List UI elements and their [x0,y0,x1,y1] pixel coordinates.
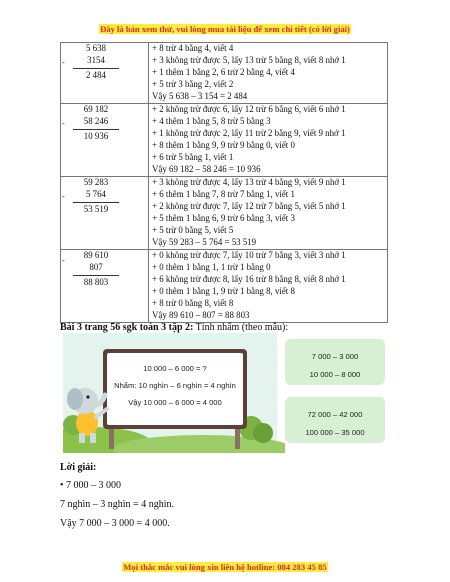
exercise-heading [60,322,288,333]
step-explanation [149,250,388,323]
step-line: + 3 không trừ được 5, lấy 13 trừ 5 bằng 8, viết 8 nhớ 1 [152,54,346,65]
column-calculation [61,104,149,177]
result: 53 519 [83,203,109,214]
table-row [61,104,388,177]
subtraction-table [60,42,388,323]
step-line: + 0 không trừ được 7, lấy 10 trừ 7 bằng 3, viết 3 nhớ 1 [152,250,346,260]
solution-line: 7 nghìn – 3 nghìn = 4 nghìn. [60,499,174,510]
preview-notice-banner [0,24,450,34]
step-line: + 0 thêm 1 bằng 1, 9 trừ 1 bằng 8, viết 8 [152,285,295,296]
step-explanation [149,43,388,104]
solution-line: Vậy 7 000 – 3 000 = 4 000. [60,518,170,529]
step-line: + 8 trừ 4 bằng 4, viết 4 [152,43,234,53]
minuend: 5 638 [86,43,106,53]
step-conclusion: Vậy 69 182 – 58 246 = 10 936 [152,163,261,174]
step-explanation [149,177,388,250]
step-line: + 3 không trừ được 4, lấy 13 trừ 4 bằng 9, viết 9 nhớ 1 [152,177,346,187]
step-line: + 1 thêm 1 bằng 2, 6 trừ 2 bằng 4, viết 4 [152,66,295,77]
step-line: + 6 không trừ được 8, lấy 16 trừ 8 bằng 8, viết 8 nhớ 1 [152,273,346,284]
bush [253,423,273,443]
result: 10 936 [83,130,109,141]
textbook-illustration [63,333,385,453]
minuend: 59 283 [83,177,109,187]
step-explanation [149,104,388,177]
task-item: 10 000 – 8 000 [309,370,361,379]
step-line: + 0 thêm 1 bằng 1, 1 trừ 1 bằng 0 [152,261,271,272]
exercise-instruction: Tính nhẩm (theo mẫu): [193,322,289,333]
step-conclusion: Vậy 59 283 – 5 764 = 53 519 [152,236,257,247]
result-line [73,202,119,203]
step-line: + 6 thêm 1 bằng 7, 8 trừ 7 bằng 1, viết 1 [152,188,295,199]
minus-sign: - [62,192,65,201]
task-item: 72 000 – 42 000 [307,410,363,419]
preview-notice-text: Đây là bản xem thử, vui lòng mua tài liệu để xem chi tiết (có lời giải) [100,24,350,34]
result-line [73,275,119,276]
step-line: + 5 trừ 3 bằng 2, viết 2 [152,78,234,89]
step-line: + 6 trừ 5 bằng 1, viết 1 [152,151,234,162]
step-line: + 5 thêm 1 bằng 6, 9 trừ 6 bằng 3, viết 3 [152,212,295,223]
subtrahend: 58 246 [83,115,109,126]
step-line: + 2 không trừ được 6, lấy 12 trừ 6 bằng 6, viết 6 nhớ 1 [152,104,346,114]
minus-sign: - [62,58,65,67]
table-row [61,43,388,104]
column-calculation [61,177,149,250]
board-mental-step: Nhẩm: 10 nghìn – 6 nghìn = 4 nghìn [114,381,236,390]
minus-sign: - [62,256,65,265]
task-item: 7 000 – 3 000 [311,352,359,361]
column-calculation [61,250,149,323]
result: 88 803 [83,276,109,287]
task-item: 100 000 – 35 000 [305,428,365,437]
step-line: + 4 thêm 1 bằng 5, 8 trừ 5 bằng 3 [152,115,271,126]
step-line: + 1 không trừ được 2, lấy 11 trừ 2 bằng 9, viết 9 nhớ 1 [152,127,346,138]
result-line [73,129,119,130]
step-conclusion: Vậy 89 610 – 807 = 88 803 [152,309,250,320]
table-row [61,250,388,323]
board-question: 10 000 – 6 000 = ? [143,364,207,373]
subtrahend: 807 [89,261,103,272]
subtrahend: 5 764 [86,188,106,199]
board-answer: Vậy 10 000 – 6 000 = 4 000 [128,398,222,407]
step-conclusion: Vậy 5 638 – 3 154 = 2 484 [152,90,248,101]
step-line: + 5 trừ 0 bằng 5, viết 5 [152,224,234,235]
step-line: + 8 trừ 0 bằng 8, viết 8 [152,297,234,308]
column-calculation [61,43,149,104]
solution-line: • 7 000 – 3 000 [60,480,122,491]
solution-title: Lời giải: [60,462,97,473]
result-line [73,68,119,69]
table-row [61,177,388,250]
minuend: 89 610 [83,250,109,260]
minus-sign: - [62,119,65,128]
step-line: + 8 thêm 1 bằng 9, 9 trừ 9 bằng 0, viết 0 [152,139,295,150]
result: 2 484 [86,69,106,80]
hotline-banner [0,562,450,572]
subtrahend: 3154 [87,54,105,65]
step-line: + 2 không trừ được 7, lấy 12 trừ 7 bằng 5, viết 5 nhớ 1 [152,200,346,211]
hotline-text: Mọi thắc mắc vui lòng xin liên hệ hotline: 084 283 45 85 [123,562,327,572]
exercise-title: Bài 3 trang 56 sgk toán 3 tập 2: [60,322,194,333]
minuend: 69 182 [83,104,109,114]
